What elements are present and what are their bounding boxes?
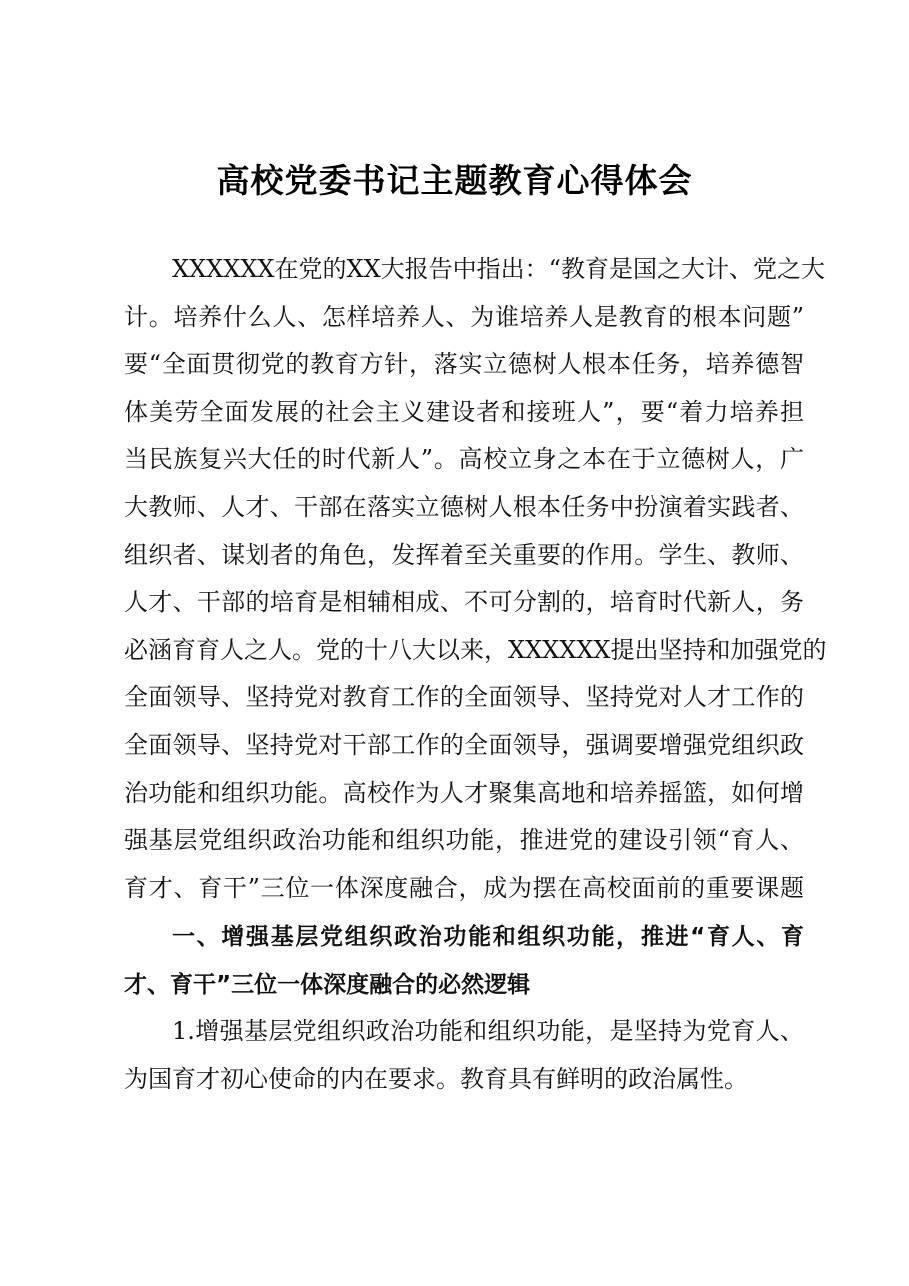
paragraph-line: 组织者、谋划者的角色，发挥着至关重要的作用。学生、教师、	[124, 540, 804, 569]
paragraph-line: 治功能和组织功能。高校作为人才聚集高地和培养摇篮，如何增	[124, 778, 804, 807]
paragraph-line: 必涵育育人之人。党的十八大以来，XXXXXX提出坚持和加强党的	[124, 635, 827, 664]
paragraph-line: 全面领导、坚持党对干部工作的全面领导，强调要增强党组织政	[124, 730, 804, 759]
paragraph-line: XXXXXX在党的XX大报告中指出：“教育是国之大计、党之大	[172, 255, 825, 283]
paragraph-line: 育才、育干”三位一体深度融合，成为摆在高校面前的重要课题	[124, 873, 804, 902]
paragraph-line: 为国育才初心使命的内在要求。教育具有鲜明的政治属性。	[124, 1064, 748, 1093]
paragraph-line: 1.增强基层党组织政治功能和组织功能，是坚持为党育人、	[172, 1017, 804, 1045]
heading-line: 一、增强基层党组织政治功能和组织功能，推进“育人、育	[172, 924, 804, 950]
paragraph-line: 当民族复兴大任的时代新人”。高校立身之本在于立德树人，广	[124, 445, 804, 474]
paragraph-line: 全面领导、坚持党对教育工作的全面领导、坚持党对人才工作的	[124, 683, 804, 712]
paragraph-line: 大教师、人才、干部在落实立德树人根本任务中扮演着实践者、	[124, 492, 804, 521]
paragraph-line: 体美劳全面发展的社会主义建设者和接班人”，要“着力培养担	[124, 397, 804, 426]
paragraph-line: 人才、干部的培育是相辅相成、不可分割的，培育时代新人，务	[124, 588, 804, 617]
paragraph-line: 要“全面贯彻党的教育方针，落实立德树人根本任务，培养德智	[124, 350, 804, 379]
paragraph-1	[124, 246, 827, 912]
section-heading	[124, 914, 804, 1009]
paragraph-2	[124, 1008, 804, 1103]
heading-line: 才、育干”三位一体深度融合的必然逻辑	[124, 971, 531, 998]
document-title: 高校党委书记主题教育心得体会	[216, 161, 693, 200]
paragraph-line: 强基层党组织政治功能和组织功能，推进党的建设引领“育人、	[124, 826, 804, 855]
paragraph-line: 计。培养什么人、怎样培养人、为谁培养人是教育的根本问题”	[124, 302, 804, 331]
